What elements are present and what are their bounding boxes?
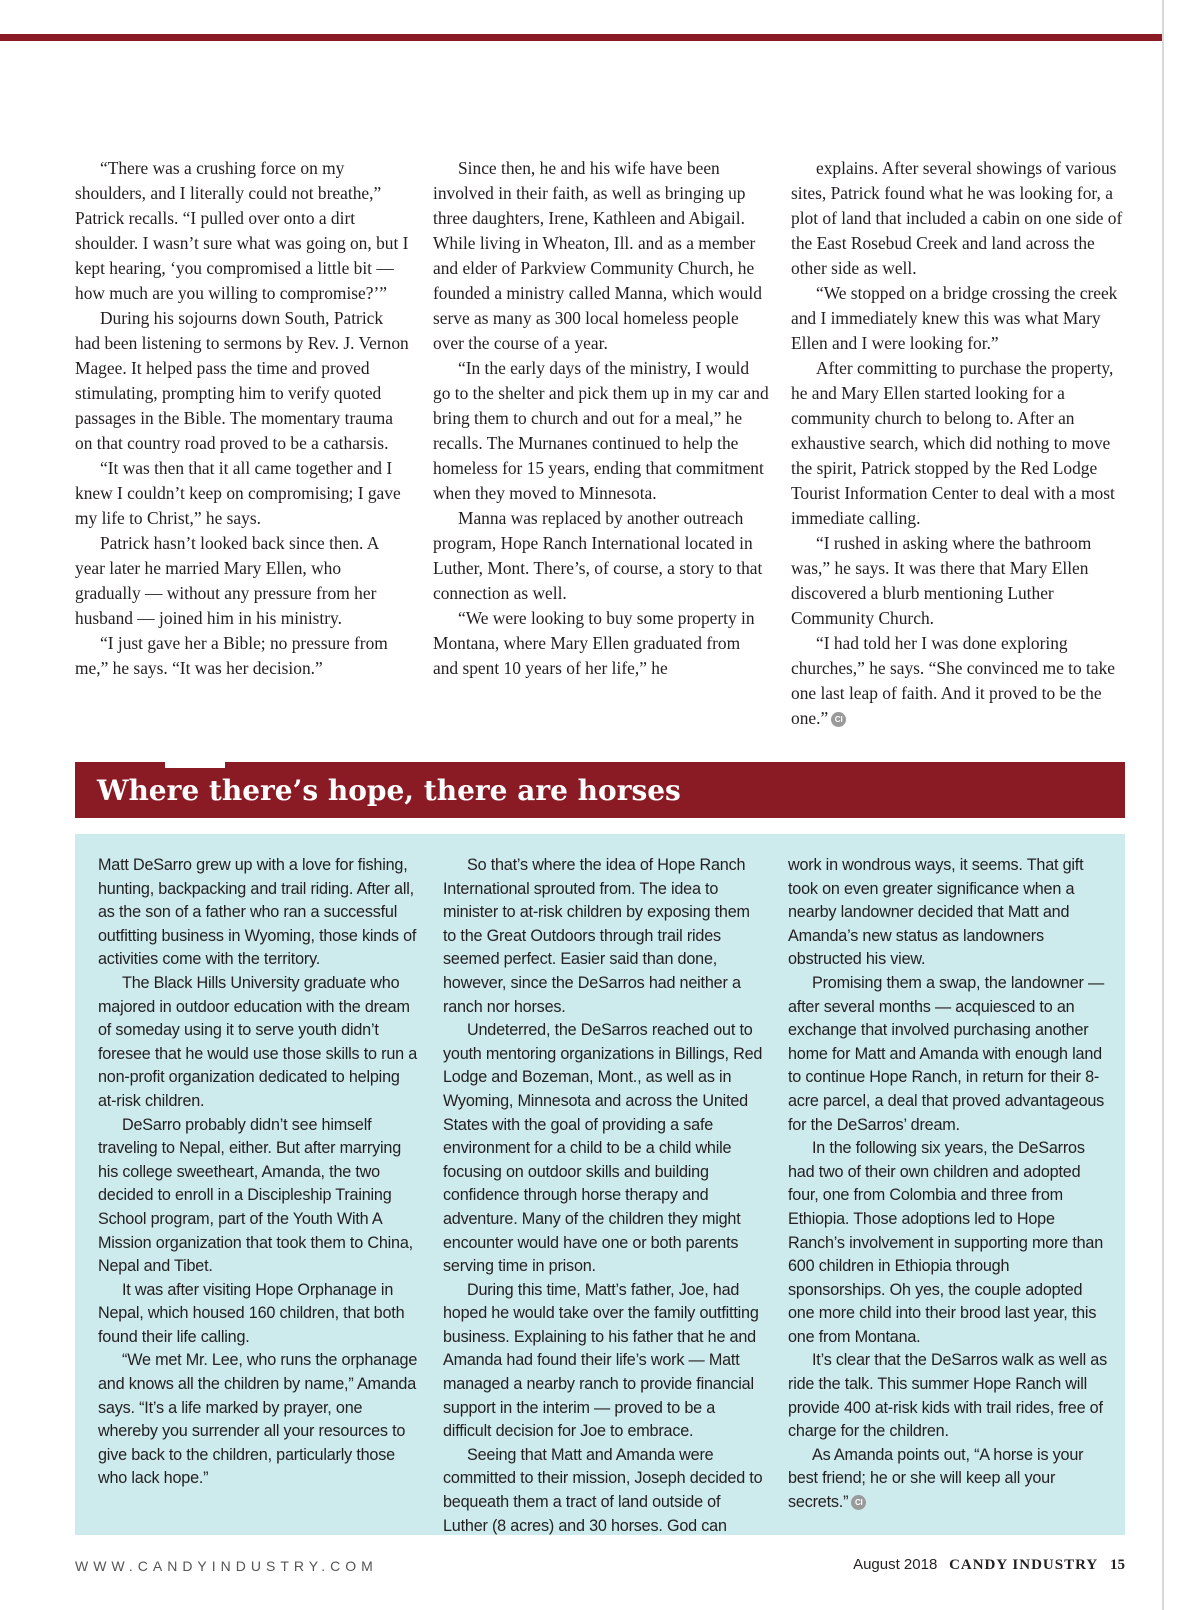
banner-notch [165,762,225,768]
end-mark-icon: CI [831,712,846,727]
article-paragraph: During his sojourns down South, Patrick had been listening to sermons by Rev. J. Vernon Magee. It helped pass the time and proved stimulating, prompting him to verify quoted passages in the Bible. The momentary trauma on that country road proved to be a catharsis. [75,308,409,453]
article-paragraph: “I rushed in asking where the bathroom was,” he says. It was there that Mary Ellen discovered a blurb mentioning Luther Community Church. [791,533,1092,628]
sidebar-paragraph-text: As Amanda points out, “A horse is your best friend; he or she will keep all your secrets.” [788,1445,1084,1512]
article-paragraph: Manna was replaced by another outreach program, Hope Ranch International located in Luther, Mont. There’s, of course, a story to that connection as well. [433,508,763,603]
end-mark-icon: CI [851,1495,866,1510]
article-paragraph: Patrick hasn’t looked back since then. A year later he married Mary Ellen, who gradually — without any pressure from her husband — joined him in his ministry. [75,533,379,628]
footer-website: WWW.CANDYINDUSTRY.COM [75,1558,378,1574]
article-column-3 [791,156,1127,731]
sidebar-paragraph: It was after visiting Hope Orphanage in Nepal, which housed 160 children, that both found their life calling. [98,1280,405,1346]
sidebar-paragraph: During this time, Matt’s father, Joe, had hoped he would take over the family outfitting business. Explaining to his father that he and Amanda had found their life’s work — Matt managed a nearby ranch to provide financial support in the interim — proved to be a difficult decision for Joe to embrace. [443,1280,759,1441]
sidebar-title: Where there’s hope, there are horses [97,774,681,807]
article-paragraph: “I just gave her a Bible; no pressure from me,” he says. “It was her decision.” [75,633,388,678]
sidebar-banner [75,762,1125,818]
article-paragraph: “We stopped on a bridge crossing the creek and I immediately knew this was what Mary Ellen and I were looking for.” [791,283,1118,353]
article-paragraph-text: “I had told her I was done exploring churches,” he says. “She convinced me to take one last leap of faith. And it proved to be the one.” [791,633,1116,728]
article-paragraph: explains. After several showings of various sites, Patrick found what he was looking for, a plot of land that included a cabin on one side of the East Rosebud Creek and land across the other side as well. [791,158,1123,278]
sidebar-paragraph: The Black Hills University graduate who majored in outdoor education with the dream of someday using it to serve youth didn’t foresee that he would use those skills to run a non-profit organization dedicated to helping at-risk children. [98,973,418,1110]
sidebar-paragraph: Undeterred, the DeSarros reached out to youth mentoring organizations in Billings, Red Lodge and Bozeman, Mont., as well as in Wyoming, Minnesota and across the United States with the goal of providing a safe environment for a child to be a child while focusing on outdoor skills and building confidence through horse therapy and adventure. Many of the children they might encounter would have one or both parents serving time in prison. [443,1021,763,1276]
footer-date: August 2018 [853,1556,938,1573]
sidebar-paragraph: So that’s where the idea of Hope Ranch International sprouted from. The idea to minister to at-risk children by exposing them to the Great Outdoors through trail rides seemed perfect. Easier said than done, however, since the DeSarros had neither a ranch nor horses. [443,856,750,1016]
sidebar-column-1 [98,854,420,1491]
footer-magazine: CANDY INDUSTRY [949,1557,1099,1573]
sidebar-paragraph: Promising them a swap, the landowner — after several months — acquiesced to an exchange that involved purchasing another home for Matt and Amanda with enough land to continue Hope Ranch, in return for their 8-acre parcel, a deal that proved advantageous for the DeSarros’ dream. [788,973,1105,1134]
sidebar-paragraph: In the following six years, the DeSarros had two of their own children and adopted four, one from Colombia and three from Ethiopia. Those adoptions led to Hope Ranch’s involvement in supporting more than 600 children in Ethiopia through sponsorships. Oh yes, the couple adopted one more child into their brood last year, this one from Montana. [788,1139,1104,1346]
article-paragraph: After committing to purchase the property, he and Mary Ellen started looking for a community church to belong to. After an exhaustive search, which did nothing to move the spirit, Patrick stopped by the Red Lodge Tourist Information Center to deal with a most immediate calling. [791,358,1115,528]
article-paragraph: “There was a crushing force on my shoulders, and I literally could not breathe,” Patrick recalls. “I pulled over onto a dirt shoulder. I wasn’t sure what was going on, but I kept hearing, ‘you compromised a little bit — how much are you willing to compromise?’” [75,158,409,303]
article-paragraph: Since then, he and his wife have been involved in their faith, as well as bringing up three daughters, Irene, Kathleen and Abigail. While living in Wheaton, Ill. and as a member and elder of Parkview Community Church, he founded a ministry called Manna, which would serve as many as 300 local homeless people over the course of a year. [433,158,762,353]
sidebar-column-3 [788,854,1110,1515]
article-paragraph [791,631,1127,731]
sidebar-paragraph: It’s clear that the DeSarros walk as well as ride the talk. This summer Hope Ranch will provide 400 at-risk kids with trail rides, free of charge for the children. [788,1351,1107,1441]
sidebar-column-2 [443,854,765,1538]
sidebar-paragraph: work in wondrous ways, it seems. That gift took on even greater significance when a nearby landowner decided that Matt and Amanda’s new status as landowners obstructed his view. [788,856,1084,969]
sidebar-paragraph: “We met Mr. Lee, who runs the orphanage and knows all the children by name,” Amanda says. “It’s a life marked by prayer, one whereby you surrender all your resources to give back to the children, particularly those who lack hope.” [98,1351,418,1488]
sidebar-paragraph [788,1444,1110,1515]
page-edge-rule [1162,0,1164,1610]
header-rule [0,34,1162,41]
article-column-1 [75,156,411,681]
sidebar-paragraph: Seeing that Matt and Amanda were committed to their mission, Joseph decided to bequeath them a tract of land outside of Luther (8 acres) and 30 horses. God can [443,1445,763,1535]
footer-folio [853,1556,1125,1574]
article-column-2 [433,156,769,681]
sidebar-box [75,834,1125,1535]
article-paragraph: “It was then that it all came together and I knew I couldn’t keep on compromising; I gave my life to Christ,” he says. [75,458,401,528]
article-paragraph: “In the early days of the ministry, I would go to the shelter and pick them up in my car and bring them to church and out for a meal,” he recalls. The Murnanes continued to help the homeless for 15 years, ending that commitment when they moved to Minnesota. [433,358,769,503]
article-paragraph: “We were looking to buy some property in Montana, where Mary Ellen graduated from and spent 10 years of her life,” he [433,608,755,678]
footer-page-number: 15 [1110,1557,1125,1573]
sidebar-paragraph: Matt DeSarro grew up with a love for fishing, hunting, backpacking and trail riding. After all, as the son of a father who ran a successful outfitting business in Wyoming, those kinds of activities come with the territory. [98,856,417,969]
sidebar-paragraph: DeSarro probably didn’t see himself traveling to Nepal, either. But after marrying his college sweetheart, Amanda, the two decided to enroll in a Discipleship Training School program, part of the Youth With A Mission organization that took them to China, Nepal and Tibet. [98,1115,413,1276]
